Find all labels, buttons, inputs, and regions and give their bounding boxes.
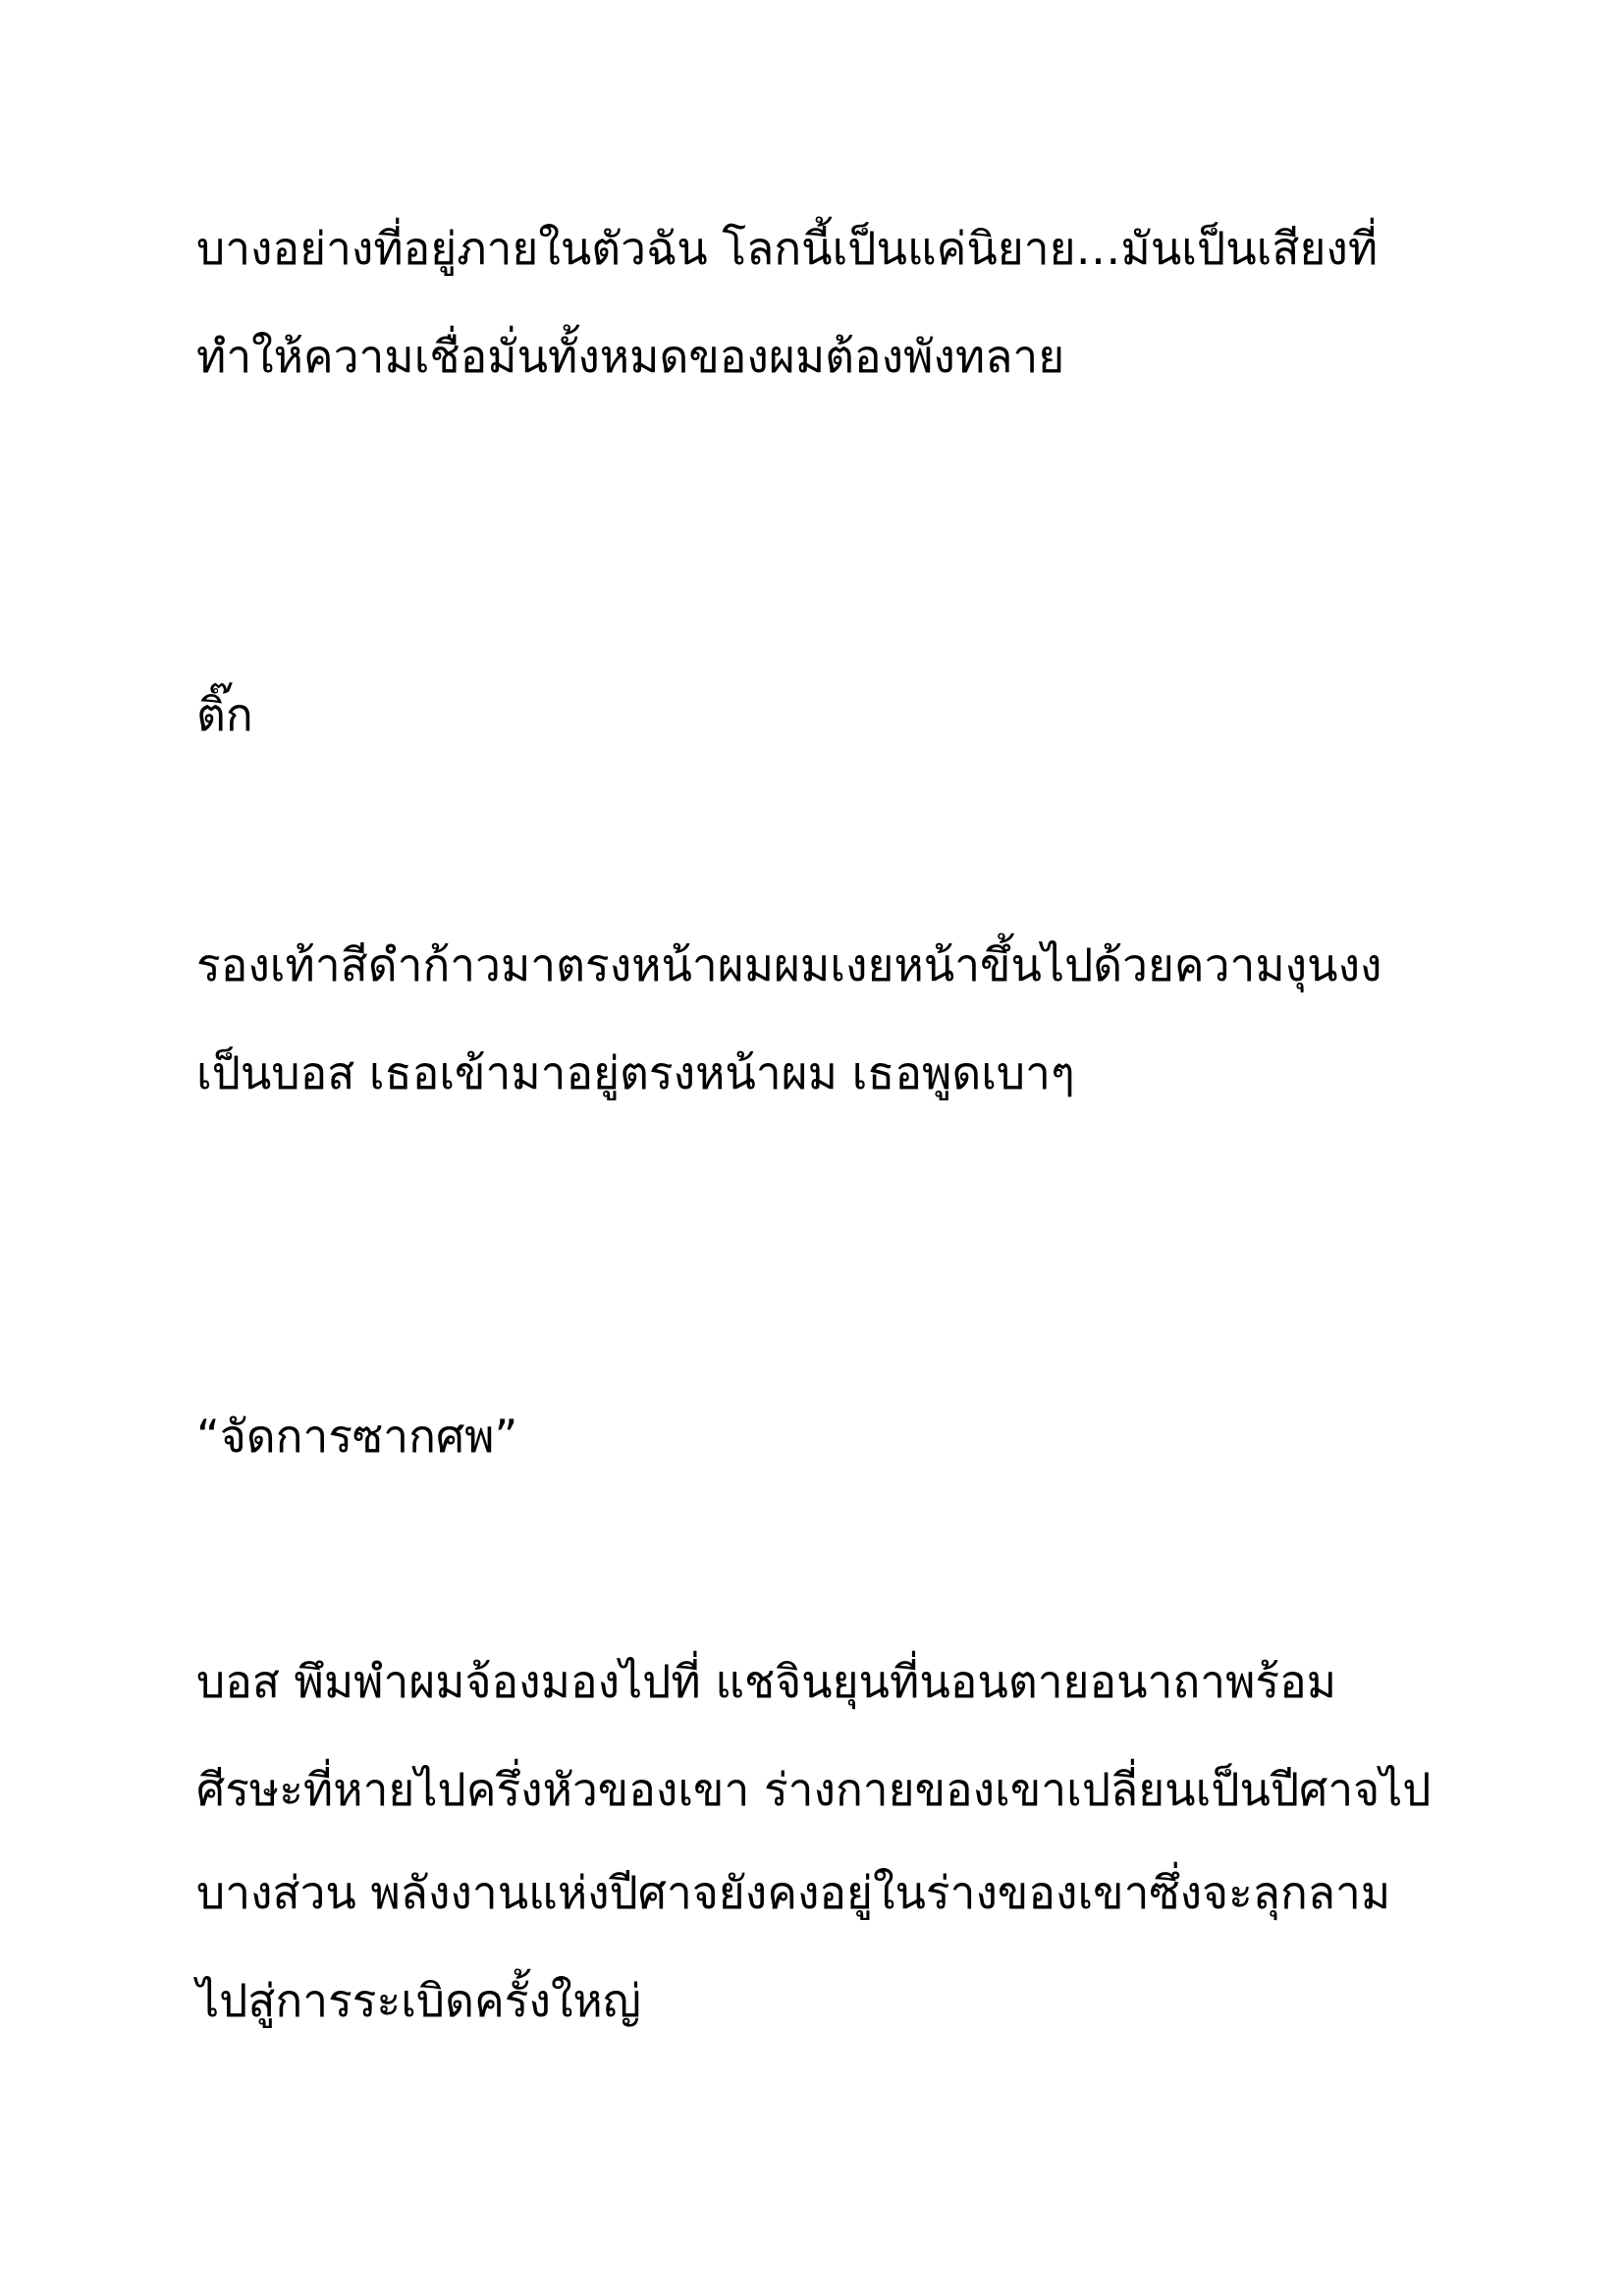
text-line: ไปสู่การระเบิดครั้งใหญ่ [196, 1974, 641, 2027]
dialogue-line: “จัดการซากศพ” [196, 1410, 518, 1463]
text-line: เป็นบอส เธอเข้ามาอยู่ตรงหน้าผม เธอพูดเบาๆ [196, 1046, 1075, 1099]
text-line: ศีรษะที่หายไปครึ่งหัวของเขา ร่างกายของเขาเปลี่ยนเป็นปีศาจไป [196, 1763, 1432, 1816]
text-line: บางอย่างที่อยู่ภายในตัวฉัน โลกนี้เป็นแค่นิยาย…มันเป็นเสียงที่ [196, 222, 1379, 275]
text-line: ติ๊ก [196, 688, 253, 741]
text-line: บอส พึมพำผมจ้องมองไปที่ แชจินยุนที่นอนตายอนาถาพร้อม [196, 1655, 1337, 1708]
text-line: รองเท้าสีดำก้าวมาตรงหน้าผมผมเงยหน้าขึ้นไปด้วยความงุนงง [196, 938, 1382, 991]
text-line: ทำให้ความเชื่อมั่นทั้งหมดของผมต้องพังทลาย [196, 330, 1065, 383]
text-line: บางส่วน พลังงานแห่งปีศาจยังคงอยู่ในร่างของเขาซึ่งจะลุกลาม [196, 1866, 1391, 1919]
